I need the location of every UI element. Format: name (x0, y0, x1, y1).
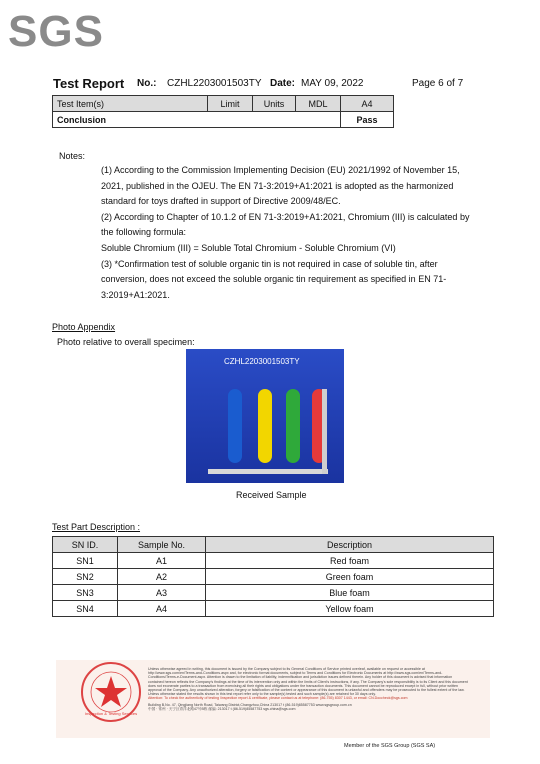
seal-text: Inspection & Testing Services (84, 711, 138, 716)
test-parts-heading: Test Part Description : (52, 522, 141, 532)
note-formula: Soluble Chromium (III) = Soluble Total Chromium - Soluble Chromium (VI) (101, 242, 396, 253)
notes-body (101, 163, 481, 303)
photo-appendix-heading: Photo Appendix (52, 322, 116, 332)
address-en: Building B,No. 47, Qingjiang North Road, Taiwang District,Changzhou,China 213017 t (86-519)85587753 www.sgsgroup.com.cn (148, 702, 352, 707)
sn-id-cell: SN3 (53, 585, 118, 601)
footer-disclaimer (148, 667, 468, 711)
sample-no-cell: A2 (118, 569, 206, 585)
note-1: (1) According to the Commission Implementing Decision (EU) 2021/1992 of November 15, 2021, published in the OJEU. The EN 71-3:2019+A1:2021 is adopted as the harmonized standard for toys drafted in support of Directive 2009/48/EC. (101, 165, 460, 207)
date-label: Date: (270, 78, 296, 89)
table-row (53, 569, 494, 585)
col-sn-id: SN ID. (53, 537, 118, 553)
note-2: (2) According to Chapter of 10.1.2 of EN 71-3:2019+A1:2021, Chromium (III) is calculated by the following formula: (101, 211, 470, 238)
sgs-logo-text: SGS (8, 7, 104, 56)
photo-appendix-subheading: Photo relative to overall specimen: (57, 337, 195, 347)
col-description: Description (206, 537, 494, 553)
foam-tube (228, 389, 242, 463)
result-table-header (53, 96, 394, 112)
sn-id-cell: SN2 (53, 569, 118, 585)
member-text: Member of the SGS Group (SGS SA) (344, 743, 436, 749)
page-number: Page 6 of 7 (412, 78, 464, 89)
foam-tube (258, 389, 272, 463)
table-row (53, 585, 494, 601)
conclusion-value: Pass (341, 112, 394, 128)
ruler (208, 469, 328, 474)
attention-text: Attention: To check the authenticity of testing /inspection report & certificate, please contact us at telephone: (86-755) 8307 1443, or email: CN.Doccheck@sgs.com (148, 696, 408, 701)
report-no-label: No.: (137, 78, 157, 89)
conclusion-row (53, 112, 394, 128)
sn-id-cell: SN1 (53, 553, 118, 569)
description-cell: Red foam (206, 553, 494, 569)
sample-photo (186, 349, 344, 483)
result-table (52, 95, 394, 128)
description-cell: Green foam (206, 569, 494, 585)
sample-photo-image (186, 349, 344, 483)
date-value: MAY 09, 2022 (301, 78, 364, 89)
test-parts-header (53, 537, 494, 553)
col-sample-no: Sample No. (118, 537, 206, 553)
foam-tube (286, 389, 300, 463)
col-mdl: MDL (296, 96, 341, 112)
photo-caption: Received Sample (236, 490, 307, 500)
col-limit: Limit (208, 96, 253, 112)
note-3: (3) *Confirmation test of soluble organic tin is not required in case of soluble tin, after conversion, does not exceed the soluble organic tin requirement as specified in EN 71-3:2019+A1:2021. (101, 258, 447, 300)
col-units: Units (253, 96, 296, 112)
conclusion-label: Conclusion (53, 112, 341, 128)
table-row (53, 553, 494, 569)
sample-no-cell: A4 (118, 601, 206, 617)
address-cn: 中国 · 常州 · 天宁区青洋北路47号B栋 邮编: 213017 t (86-519)85587753 sgs.china@sgs.com (148, 706, 296, 711)
table-row (53, 601, 494, 617)
report-title: Test Report (53, 76, 125, 91)
photo-label: CZHL2203001503TY (224, 357, 300, 366)
col-test-items: Test Item(s) (53, 96, 208, 112)
disclaimer-text: Unless otherwise agreed in writing, this document is issued by the Company subject to its General Conditions of Service printed overleaf, available on request or accessible at http://www.sgs.com/en/Terms-and-Conditions.aspx and, for electronic format documents, subject to Terms and Conditions for Electronic Documents at http://www.sgs.com/en/Terms-and-Conditions/Terms-e-Document.aspx. Attention is drawn to the limitation of liability, indemnification and jurisdiction issues defined therein. Any holder of this document is advised that information contained hereon reflects the Company's findings at the time of its intervention only and within the limits of Client's instructions, if any. The Company's sole responsibility is to its Client and this document does not exonerate parties to a transaction from exercising all their rights and obligations under the transaction documents. This document cannot be reproduced except in full, without prior written approval of the Company. Any unauthorized alteration, forgery or falsification of the content or appearance of this document is unlawful and offenders may be prosecuted to the fullest extent of the law. Unless otherwise stated the results shown in this test report refer only to the sample(s) tested and such sample(s) are retained for 30 days only. (148, 667, 468, 697)
report-no-value: CZHL2203001503TY (167, 78, 262, 89)
test-parts-table (52, 536, 494, 617)
sample-no-cell: A1 (118, 553, 206, 569)
company-seal-icon (80, 661, 142, 723)
notes-label: Notes: (59, 151, 86, 161)
col-a4: A4 (341, 96, 394, 112)
sample-no-cell: A3 (118, 585, 206, 601)
sn-id-cell: SN4 (53, 601, 118, 617)
sgs-logo (6, 4, 106, 60)
description-cell: Yellow foam (206, 601, 494, 617)
description-cell: Blue foam (206, 585, 494, 601)
ruler-vertical (322, 389, 327, 474)
